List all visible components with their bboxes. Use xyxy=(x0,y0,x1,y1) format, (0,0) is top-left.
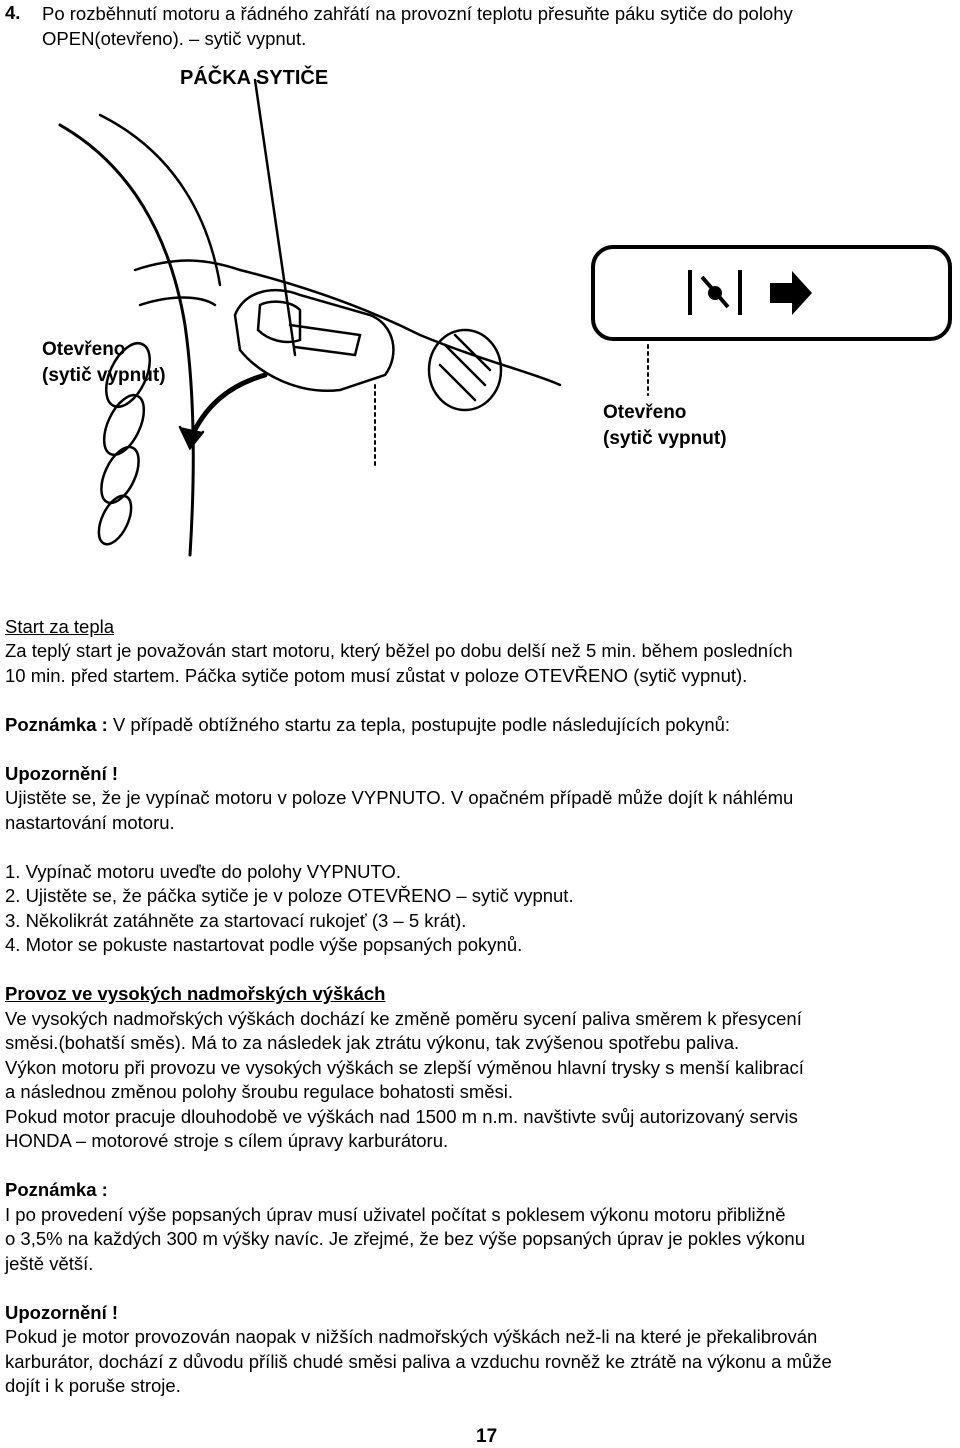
step-number: 4. xyxy=(5,2,21,23)
warning-line: nastartování motoru. xyxy=(5,812,175,833)
list-item: 2. Ujistěte se, že páčka sytiče je v poloze OTEVŘENO – sytič vypnut. xyxy=(5,885,574,906)
altitude-line: a následnou změnou polohy šroubu regulace bohatosti směsi. xyxy=(5,1081,514,1102)
figure-label-left-line: Otevřeno xyxy=(42,339,126,360)
figure-label-left-line: (sytič vypnut) xyxy=(42,365,166,386)
note-line: ještě větší. xyxy=(5,1253,94,1274)
warning-label: Upozornění ! xyxy=(5,763,119,784)
altitude-line: HONDA – motorové stroje s cílem úpravy karburátoru. xyxy=(5,1130,449,1151)
step-text-line: Po rozběhnutí motoru a řádného zahřátí na provozní teplotu přesuňte páku sytiče do polohy xyxy=(42,3,793,24)
choke-lever-illustration xyxy=(0,55,960,615)
altitude-line: Výkon motoru při provozu ve vysokých výškách se zlepší výměnou hlavní trysky s menší kalibrací xyxy=(5,1057,804,1078)
step-text xyxy=(42,2,793,51)
note-text: V případě obtížného startu za tepla, postupujte podle následujících pokynů: xyxy=(107,714,731,735)
warning-label: Upozornění ! xyxy=(5,1302,119,1323)
note-line: I po provedení výše popsaných úprav musí uživatel počítat s poklesem výkonu motoru přibližně xyxy=(5,1204,786,1225)
altitude-heading: Provoz ve vysokých nadmořských výškách xyxy=(5,983,386,1004)
altitude-line: Pokud motor pracuje dlouhodobě ve výškách nad 1500 m n.m. navštivte svůj autorizovaný servis xyxy=(5,1106,798,1127)
warm-start-heading: Start za tepla xyxy=(5,616,115,637)
warm-start-line: Za teplý start je považován start motoru, který běžel po dobu delší než 5 min. během posledních xyxy=(5,640,793,661)
list-item: 3. Několikrát zatáhněte za startovací rukojeť (3 – 5 krát). xyxy=(5,910,467,931)
warm-start-line: 10 min. před startem. Páčka sytiče potom musí zůstat v poloze OTEVŘENO (sytič vypnut). xyxy=(5,665,748,686)
note-label: Poznámka : xyxy=(5,1179,108,1200)
figure-label-right xyxy=(603,400,727,452)
warm-start-note xyxy=(5,713,730,738)
figure-label-right-line: (sytič vypnut) xyxy=(603,428,727,449)
warning-line: karburátor, dochází z důvodu příliš chudé směsi paliva a vzduchu rovněž ke ztrátě na výkonu a může xyxy=(5,1351,832,1372)
altitude-line: Ve vysokých nadmořských výškách dochází ke změně poměru sycení paliva směrem k přesycení xyxy=(5,1008,802,1029)
figure-title: PÁČKA SYTIČE xyxy=(180,67,329,89)
step-text-line: OPEN(otevřeno). – sytič vypnut. xyxy=(42,27,307,49)
altitude-line: směsi.(bohatší směs). Má to za následek jak ztrátu výkonu, tak zvýšenou spotřebu paliva. xyxy=(5,1032,740,1053)
warning-line: Pokud je motor provozován naopak v nižších nadmořských výškách než-li na které je překalibrován xyxy=(5,1326,818,1347)
warning-line: dojít i k poruše stroje. xyxy=(5,1375,181,1396)
note-line: o 3,5% na každých 300 m výšky navíc. Je zřejmé, že bez výše popsaných úprav je pokles výkonu xyxy=(5,1228,806,1249)
choke-diagram-icon xyxy=(0,55,960,615)
page-number: 17 xyxy=(476,1426,498,1447)
figure-label-left xyxy=(42,337,166,389)
warning-line: Ujistěte se, že je vypínač motoru v poloze VYPNUTO. V opačném případě může dojít k náhlému xyxy=(5,787,794,808)
list-item: 4. Motor se pokuste nastartovat podle výše popsaných pokynů. xyxy=(5,934,523,955)
note-label: Poznámka : xyxy=(5,714,108,735)
figure-label-right-line: Otevřeno xyxy=(603,402,687,423)
list-item: 1. Vypínač motoru uveďte do polohy VYPNUTO. xyxy=(5,861,401,882)
